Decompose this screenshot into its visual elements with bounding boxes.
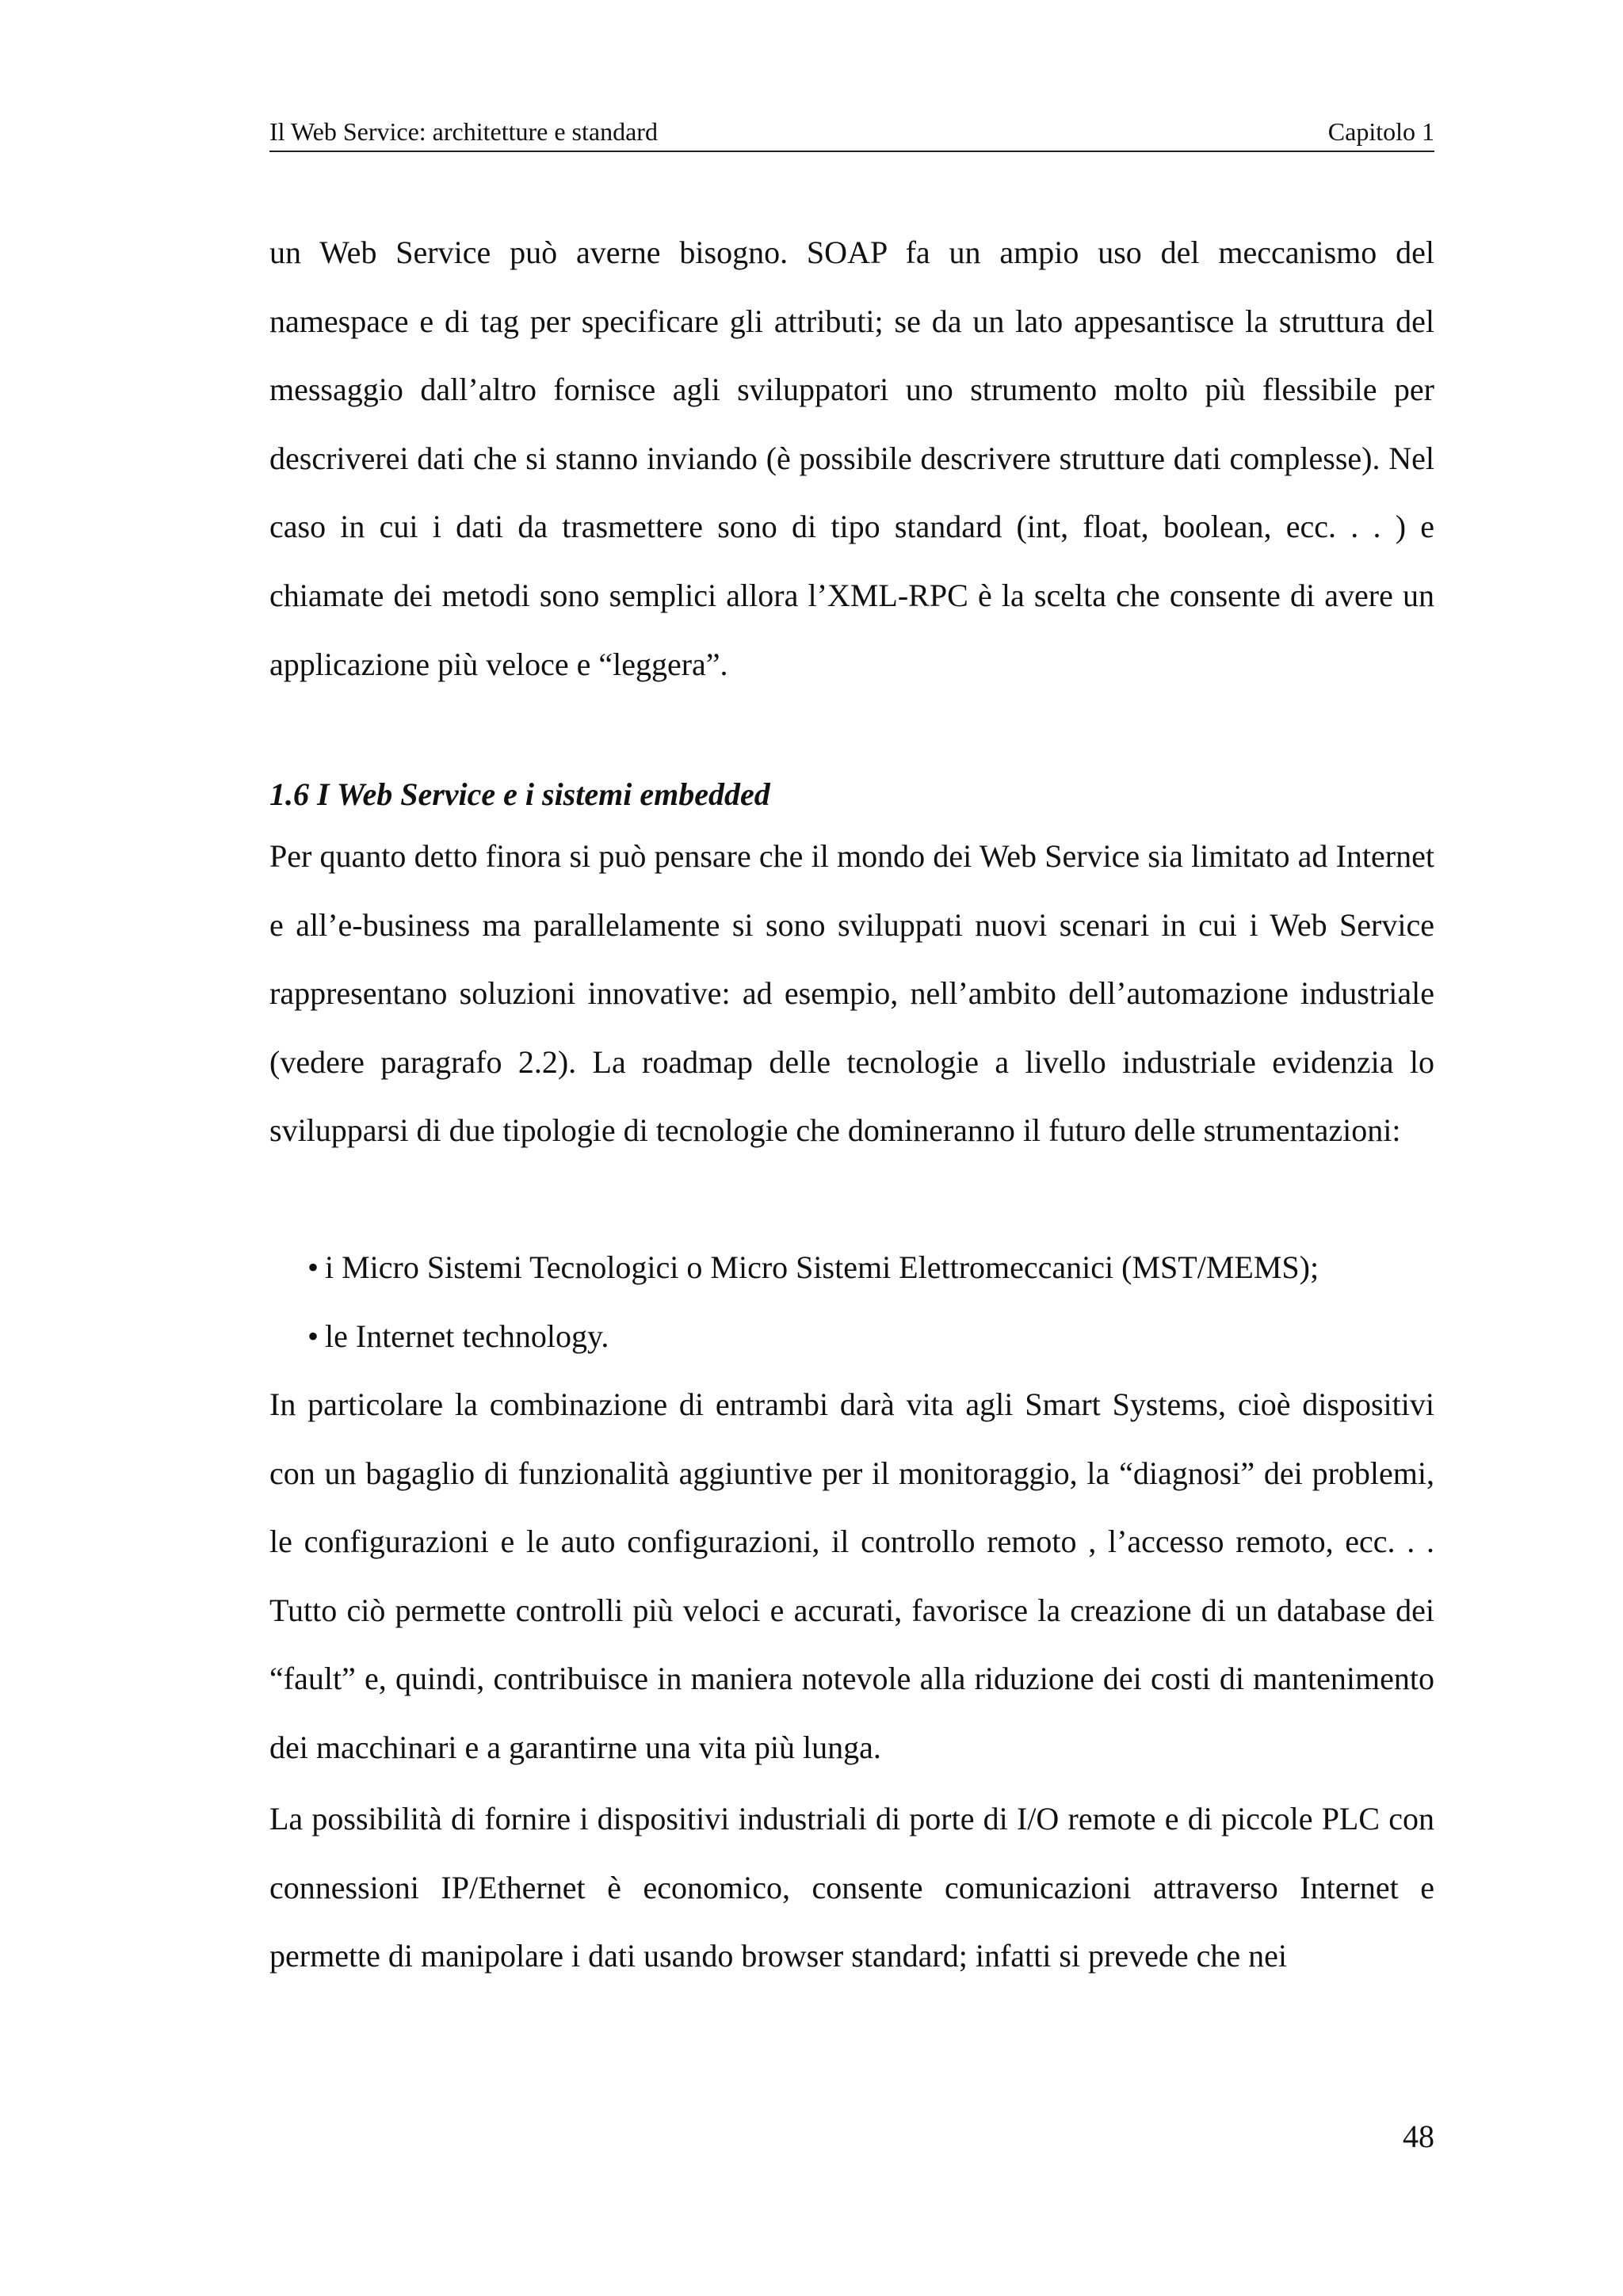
paragraph-embedded-intro: Per quanto detto finora si può pensare che il mondo dei Web Service sia limitato ad Internet e all’e-business ma parallelamente si sono sviluppati nuovi scenari in cui i Web Service rappresentano soluzioni innovative: ad esempio, nell’ambito dell’automazione industriale (vedere paragrafo 2.2). La roadmap delle tecnologie a livello industriale evidenzia lo svilupparsi di due tipologie di tecnologie che domineranno il futuro delle strumentazioni: [269,838,1434,1149]
document-page [269,0,1434,2296]
running-header [269,116,1434,152]
list-item-text: le Internet technology. [325,1318,609,1354]
list-item [307,1234,1319,1302]
technology-list [307,1234,1319,1371]
paragraph-smart-systems: In particolare la combinazione di entrambi darà vita agli Smart Systems, cioè dispositivi con un bagaglio di funzionalità aggiuntive per il monitoraggio, la “diagnosi” dei problemi, le configurazioni e le auto configurazioni, il controllo remoto , l’accesso remoto, ecc. . . Tutto ciò permette controlli più veloci e accurati, favorisce la creazione di un database dei “fault” e, quindi, contribuisce in maniera notevole alla riduzione dei costi di mantenimento dei macchinari e a garantirne una vita più lunga. [269,1386,1434,1765]
header-title: Il Web Service: architetture e standard [269,117,658,146]
bullet-icon: • [307,1249,319,1285]
list-item-text: i Micro Sistemi Tecnologici o Micro Sistemi Elettromeccanici (MST/MEMS); [325,1249,1319,1285]
paragraph-io-ethernet: La possibilità di fornire i dispositivi industriali di porte di I/O remote e di piccole PLC con connessioni IP/Ethernet è economico, consente comunicazioni attraverso Internet e permette di manipolare i dati usando browser standard; infatti si prevede che nei [269,1801,1434,1974]
paragraph-soap-vs-xmlrpc: un Web Service può averne bisogno. SOAP fa un ampio uso del meccanismo del namespace e di tag per specificare gli attributi; se da un lato appesantisce la struttura del messaggio dall’altro fornisce agli sviluppatori uno strumento molto più flessibile per descriverei dati che si stanno inviando (è possibile descrivere strutture dati complesse). Nel caso in cui i dati da trasmettere sono di tipo standard (int, float, boolean, ecc. . . ) e chiamate dei metodi sono semplici allora l’XML-RPC è la scelta che consente di avere un applicazione più veloce e “leggera”. [269,235,1434,682]
page-number: 48 [1403,2119,1434,2154]
list-item [307,1302,1319,1371]
header-chapter: Capitolo 1 [1327,117,1434,146]
bullet-icon: • [307,1318,319,1354]
section-heading: 1.6 I Web Service e i sistemi embedded [269,776,770,812]
